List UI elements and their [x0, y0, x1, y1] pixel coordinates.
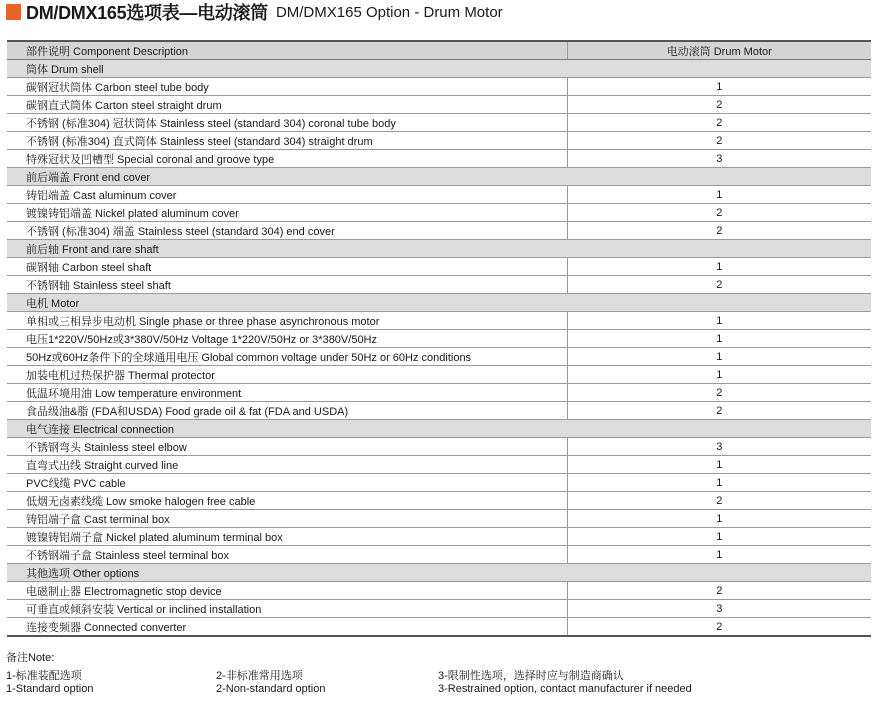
option-level: 1 [567, 474, 871, 492]
table-row [7, 96, 871, 114]
table-row [7, 330, 871, 348]
page-title: DM/DMX165选项表—电动滚筒 [26, 3, 268, 23]
component-description: 不锈钢弯头 Stainless steel elbow [7, 438, 567, 456]
table-row [7, 600, 871, 618]
table-row [7, 492, 871, 510]
note-standard-en: 1-Standard option [6, 683, 94, 695]
table-row [7, 456, 871, 474]
table-row [7, 312, 871, 330]
component-description: 不锈钢端子盒 Stainless steel terminal box [7, 546, 567, 564]
component-description: 镀镍铸铝端子盒 Nickel plated aluminum terminal box [7, 528, 567, 546]
option-level: 1 [567, 78, 871, 96]
section-row [7, 60, 871, 78]
section-label: 电气连接 Electrical connection [7, 420, 871, 438]
option-level: 1 [567, 366, 871, 384]
option-level: 1 [567, 456, 871, 474]
component-description: 碳钢冠状筒体 Carbon steel tube body [7, 78, 567, 96]
table-row [7, 438, 871, 456]
table-row [7, 78, 871, 96]
option-level: 1 [567, 186, 871, 204]
table-row [7, 384, 871, 402]
component-description: 碳钢轴 Carbon steel shaft [7, 258, 567, 276]
component-description: 不锈钢轴 Stainless steel shaft [7, 276, 567, 294]
option-level: 1 [567, 348, 871, 366]
option-level: 2 [567, 402, 871, 420]
component-description: 铸铝端子盒 Cast terminal box [7, 510, 567, 528]
table-row [7, 546, 871, 564]
table-row [7, 474, 871, 492]
note-non-standard-en: 2-Non-standard option [216, 683, 326, 695]
option-level: 2 [567, 96, 871, 114]
option-level: 3 [567, 150, 871, 168]
component-description: 镀镍铸铝端盖 Nickel plated aluminum cover [7, 204, 567, 222]
component-description: 50Hz或60Hz条件下的全球通用电压 Global common voltage under 50Hz or 60Hz conditions [7, 348, 567, 366]
option-level: 2 [567, 222, 871, 240]
table-row [7, 528, 871, 546]
section-row [7, 294, 871, 312]
table-row [7, 150, 871, 168]
component-description: 单相或三相异步电动机 Single phase or three phase asynchronous motor [7, 312, 567, 330]
component-description: 低烟无卤素线缆 Low smoke halogen free cable [7, 492, 567, 510]
option-level: 3 [567, 600, 871, 618]
notes-heading: 备注Note: [6, 652, 55, 664]
section-row [7, 420, 871, 438]
table-row [7, 258, 871, 276]
section-label: 其他选项 Other options [7, 564, 871, 582]
option-table [7, 40, 871, 637]
option-level: 1 [567, 546, 871, 564]
option-level: 1 [567, 258, 871, 276]
section-row [7, 240, 871, 258]
table-row [7, 618, 871, 637]
table-row [7, 276, 871, 294]
option-level: 2 [567, 618, 871, 637]
component-description: 电压1*220V/50Hz或3*380V/50Hz Voltage 1*220V/50Hz or 3*380V/50Hz [7, 330, 567, 348]
option-level: 1 [567, 330, 871, 348]
component-description: 不锈钢 (标准304) 冠状筒体 Stainless steel (standard 304) coronal tube body [7, 114, 567, 132]
section-label: 前后轴 Front and rare shaft [7, 240, 871, 258]
component-description: 碳钢直式筒体 Carton steel straight drum [7, 96, 567, 114]
option-level: 2 [567, 204, 871, 222]
page-header [6, 1, 503, 23]
option-level: 1 [567, 528, 871, 546]
section-label: 电机 Motor [7, 294, 871, 312]
note-restrained-en: 3-Restrained option, contact manufacturer if needed [438, 683, 692, 695]
table-row [7, 366, 871, 384]
option-level: 2 [567, 276, 871, 294]
option-level: 3 [567, 438, 871, 456]
table-row [7, 510, 871, 528]
option-level: 1 [567, 312, 871, 330]
option-level: 1 [567, 510, 871, 528]
note-standard-cn: 1-标准装配选项 [6, 670, 82, 682]
column-header-drum-motor: 电动滚筒 Drum Motor [567, 41, 871, 60]
option-level: 2 [567, 384, 871, 402]
component-description: PVC线缆 PVC cable [7, 474, 567, 492]
component-description: 铸铝端盖 Cast aluminum cover [7, 186, 567, 204]
component-description: 直弯式出线 Straight curved line [7, 456, 567, 474]
table-row [7, 186, 871, 204]
note-restrained-cn: 3-限制性选项，选择时应与制造商确认 [438, 670, 624, 682]
section-row [7, 564, 871, 582]
component-description: 食品级油&脂 (FDA和USDA) Food grade oil & fat (FDA and USDA) [7, 402, 567, 420]
table-row [7, 132, 871, 150]
component-description: 连接变频器 Connected converter [7, 618, 567, 637]
table-body [7, 60, 871, 637]
option-level: 2 [567, 114, 871, 132]
table-header-row [7, 41, 871, 60]
section-label: 筒体 Drum shell [7, 60, 871, 78]
table-row [7, 204, 871, 222]
table-row [7, 114, 871, 132]
component-description: 电磁制止器 Electromagnetic stop device [7, 582, 567, 600]
component-description: 不锈钢 (标准304) 端盖 Stainless steel (standard 304) end cover [7, 222, 567, 240]
component-description: 特殊冠状及凹槽型 Special coronal and groove type [7, 150, 567, 168]
table-row [7, 582, 871, 600]
component-description: 可垂直或倾斜安装 Vertical or inclined installation [7, 600, 567, 618]
component-description: 加装电机过热保护器 Thermal protector [7, 366, 567, 384]
title-accent-square [6, 4, 21, 20]
page-subtitle: DM/DMX165 Option - Drum Motor [275, 3, 503, 21]
section-label: 前后端盖 Front end cover [7, 168, 871, 186]
component-description: 不锈钢 (标准304) 直式筒体 Stainless steel (standard 304) straight drum [7, 132, 567, 150]
note-non-standard-cn: 2-非标准常用选项 [216, 670, 303, 682]
option-level: 2 [567, 492, 871, 510]
table-row [7, 348, 871, 366]
option-level: 2 [567, 582, 871, 600]
table-row [7, 222, 871, 240]
component-description: 低温环境用油 Low temperature environment [7, 384, 567, 402]
table-row [7, 402, 871, 420]
column-header-description: 部件说明 Component Description [7, 41, 567, 60]
section-row [7, 168, 871, 186]
option-level: 2 [567, 132, 871, 150]
